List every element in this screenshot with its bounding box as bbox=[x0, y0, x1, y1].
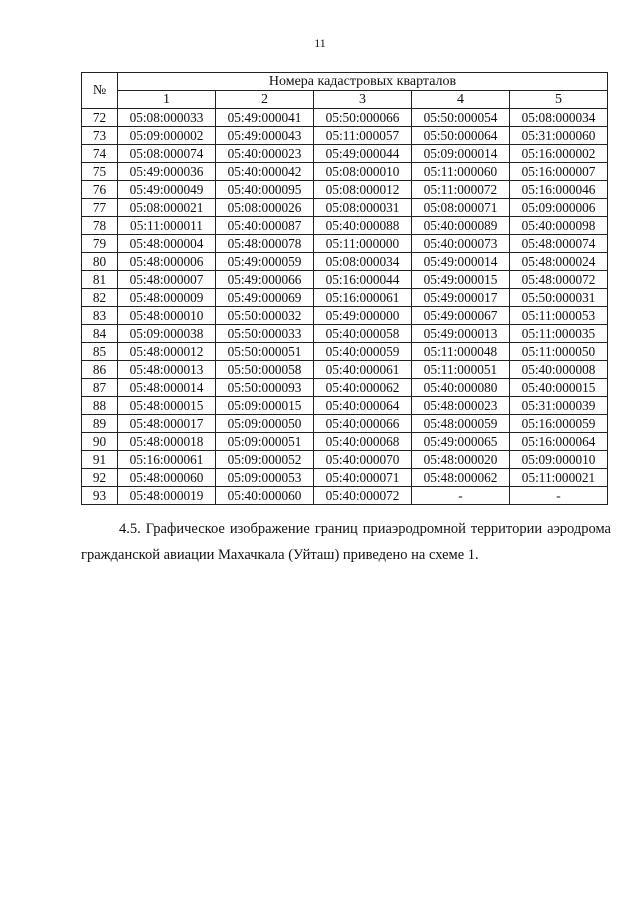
cadastral-number-cell: 05:40:000088 bbox=[314, 217, 412, 235]
cadastral-number-cell: 05:08:000026 bbox=[216, 199, 314, 217]
cadastral-number-cell: 05:11:000060 bbox=[412, 163, 510, 181]
cadastral-number-cell: 05:40:000023 bbox=[216, 145, 314, 163]
table-row bbox=[82, 379, 608, 397]
cadastral-number-cell: 05:16:000059 bbox=[510, 415, 608, 433]
cadastral-numbers-group-header: Номера кадастровых кварталов bbox=[118, 73, 608, 91]
cadastral-number-cell: 05:40:000042 bbox=[216, 163, 314, 181]
cadastral-number-cell: 05:09:000006 bbox=[510, 199, 608, 217]
cadastral-number-cell: 05:49:000044 bbox=[314, 145, 412, 163]
row-number-cell: 72 bbox=[82, 109, 118, 127]
cadastral-number-cell: 05:08:000071 bbox=[412, 199, 510, 217]
cadastral-number-cell: 05:48:000004 bbox=[118, 235, 216, 253]
row-number-cell: 88 bbox=[82, 397, 118, 415]
cadastral-number-cell: 05:40:000070 bbox=[314, 451, 412, 469]
cadastral-number-cell: 05:09:000014 bbox=[412, 145, 510, 163]
cadastral-number-cell: 05:40:000068 bbox=[314, 433, 412, 451]
table-row bbox=[82, 397, 608, 415]
row-number-cell: 75 bbox=[82, 163, 118, 181]
row-number-cell: 89 bbox=[82, 415, 118, 433]
cadastral-number-cell: 05:40:000072 bbox=[314, 487, 412, 505]
cadastral-number-cell: 05:40:000061 bbox=[314, 361, 412, 379]
cadastral-number-cell: 05:48:000010 bbox=[118, 307, 216, 325]
cadastral-number-cell: 05:16:000061 bbox=[314, 289, 412, 307]
cadastral-number-cell: 05:49:000043 bbox=[216, 127, 314, 145]
row-number-cell: 83 bbox=[82, 307, 118, 325]
cadastral-number-cell: 05:11:000072 bbox=[412, 181, 510, 199]
cadastral-number-cell: 05:16:000007 bbox=[510, 163, 608, 181]
row-number-cell: 86 bbox=[82, 361, 118, 379]
table-row bbox=[82, 415, 608, 433]
row-number-cell: 84 bbox=[82, 325, 118, 343]
cadastral-number-cell: 05:49:000067 bbox=[412, 307, 510, 325]
cadastral-number-cell: 05:48:000007 bbox=[118, 271, 216, 289]
table-row bbox=[82, 343, 608, 361]
row-number-cell: 91 bbox=[82, 451, 118, 469]
cadastral-number-cell: 05:49:000069 bbox=[216, 289, 314, 307]
cadastral-number-cell: 05:50:000054 bbox=[412, 109, 510, 127]
cadastral-number-cell: 05:08:000021 bbox=[118, 199, 216, 217]
cadastral-number-cell: 05:48:000019 bbox=[118, 487, 216, 505]
table-row bbox=[82, 289, 608, 307]
cadastral-number-cell: 05:48:000006 bbox=[118, 253, 216, 271]
table-row bbox=[82, 253, 608, 271]
table-body bbox=[82, 109, 608, 505]
row-number-cell: 77 bbox=[82, 199, 118, 217]
table-row bbox=[82, 487, 608, 505]
table-row bbox=[82, 361, 608, 379]
cadastral-number-cell: 05:48:000024 bbox=[510, 253, 608, 271]
cadastral-number-cell: 05:11:000011 bbox=[118, 217, 216, 235]
cadastral-number-cell: 05:31:000060 bbox=[510, 127, 608, 145]
cadastral-number-cell: 05:40:000058 bbox=[314, 325, 412, 343]
cadastral-number-cell: 05:48:000023 bbox=[412, 397, 510, 415]
cadastral-number-cell: 05:40:000060 bbox=[216, 487, 314, 505]
row-number-cell: 92 bbox=[82, 469, 118, 487]
cadastral-number-cell: 05:49:000065 bbox=[412, 433, 510, 451]
row-number-cell: 80 bbox=[82, 253, 118, 271]
cadastral-number-cell: 05:11:000000 bbox=[314, 235, 412, 253]
cadastral-number-cell: 05:40:000073 bbox=[412, 235, 510, 253]
column-header: 1 bbox=[118, 91, 216, 109]
column-number-header-row bbox=[82, 91, 608, 109]
table-row bbox=[82, 469, 608, 487]
cadastral-number-cell: - bbox=[510, 487, 608, 505]
cadastral-number-cell: 05:08:000074 bbox=[118, 145, 216, 163]
number-column-header: № bbox=[82, 73, 118, 109]
cadastral-number-cell: 05:50:000033 bbox=[216, 325, 314, 343]
row-number-cell: 74 bbox=[82, 145, 118, 163]
column-header: 2 bbox=[216, 91, 314, 109]
cadastral-number-cell: 05:48:000013 bbox=[118, 361, 216, 379]
row-number-cell: 82 bbox=[82, 289, 118, 307]
row-number-cell: 76 bbox=[82, 181, 118, 199]
cadastral-number-cell: 05:40:000015 bbox=[510, 379, 608, 397]
cadastral-number-cell: 05:49:000059 bbox=[216, 253, 314, 271]
column-header: 4 bbox=[412, 91, 510, 109]
cadastral-number-cell: 05:50:000051 bbox=[216, 343, 314, 361]
row-number-cell: 90 bbox=[82, 433, 118, 451]
cadastral-number-cell: 05:11:000021 bbox=[510, 469, 608, 487]
cadastral-number-cell: 05:48:000017 bbox=[118, 415, 216, 433]
cadastral-number-cell: 05:09:000052 bbox=[216, 451, 314, 469]
table-row bbox=[82, 217, 608, 235]
page-number: 11 bbox=[314, 36, 326, 50]
cadastral-number-cell: 05:40:000062 bbox=[314, 379, 412, 397]
cadastral-number-cell: 05:40:000089 bbox=[412, 217, 510, 235]
cadastral-number-cell: 05:09:000051 bbox=[216, 433, 314, 451]
cadastral-number-cell: 05:48:000020 bbox=[412, 451, 510, 469]
row-number-cell: 93 bbox=[82, 487, 118, 505]
table-row bbox=[82, 127, 608, 145]
row-number-cell: 81 bbox=[82, 271, 118, 289]
cadastral-number-cell: 05:40:000071 bbox=[314, 469, 412, 487]
cadastral-number-cell: 05:40:000087 bbox=[216, 217, 314, 235]
cadastral-number-cell: 05:49:000066 bbox=[216, 271, 314, 289]
body-paragraph bbox=[81, 516, 611, 568]
row-number-cell: 79 bbox=[82, 235, 118, 253]
table-row bbox=[82, 199, 608, 217]
cadastral-number-cell: 05:48:000074 bbox=[510, 235, 608, 253]
cadastral-number-cell: 05:48:000059 bbox=[412, 415, 510, 433]
cadastral-number-cell: 05:11:000048 bbox=[412, 343, 510, 361]
cadastral-number-cell: 05:08:000033 bbox=[118, 109, 216, 127]
cadastral-number-cell: 05:48:000078 bbox=[216, 235, 314, 253]
table-row bbox=[82, 163, 608, 181]
cadastral-number-cell: 05:09:000050 bbox=[216, 415, 314, 433]
cadastral-number-cell: 05:08:000012 bbox=[314, 181, 412, 199]
table-row bbox=[82, 433, 608, 451]
cadastral-number-cell: 05:40:000059 bbox=[314, 343, 412, 361]
cadastral-number-cell: 05:50:000032 bbox=[216, 307, 314, 325]
table-row bbox=[82, 325, 608, 343]
cadastral-number-cell: 05:48:000012 bbox=[118, 343, 216, 361]
table-row bbox=[82, 181, 608, 199]
cadastral-number-cell: 05:16:000061 bbox=[118, 451, 216, 469]
cadastral-number-cell: 05:11:000057 bbox=[314, 127, 412, 145]
cadastral-number-cell: 05:48:000014 bbox=[118, 379, 216, 397]
row-number-cell: 73 bbox=[82, 127, 118, 145]
cadastral-number-cell: 05:49:000036 bbox=[118, 163, 216, 181]
cadastral-number-cell: 05:40:000095 bbox=[216, 181, 314, 199]
row-number-cell: 78 bbox=[82, 217, 118, 235]
cadastral-number-cell: 05:31:000039 bbox=[510, 397, 608, 415]
cadastral-number-cell: 05:08:000034 bbox=[314, 253, 412, 271]
cadastral-number-cell: 05:40:000098 bbox=[510, 217, 608, 235]
cadastral-number-cell: 05:40:000008 bbox=[510, 361, 608, 379]
cadastral-number-cell: 05:48:000060 bbox=[118, 469, 216, 487]
cadastral-number-cell: 05:48:000009 bbox=[118, 289, 216, 307]
table-row bbox=[82, 109, 608, 127]
cadastral-number-cell: 05:08:000010 bbox=[314, 163, 412, 181]
cadastral-number-cell: 05:09:000038 bbox=[118, 325, 216, 343]
column-header: 5 bbox=[510, 91, 608, 109]
cadastral-number-cell: 05:09:000010 bbox=[510, 451, 608, 469]
cadastral-number-cell: 05:50:000066 bbox=[314, 109, 412, 127]
cadastral-number-cell: - bbox=[412, 487, 510, 505]
cadastral-number-cell: 05:16:000044 bbox=[314, 271, 412, 289]
cadastral-number-cell: 05:09:000015 bbox=[216, 397, 314, 415]
cadastral-number-cell: 05:50:000031 bbox=[510, 289, 608, 307]
cadastral-number-cell: 05:48:000072 bbox=[510, 271, 608, 289]
cadastral-number-cell: 05:49:000013 bbox=[412, 325, 510, 343]
cadastral-number-cell: 05:09:000002 bbox=[118, 127, 216, 145]
cadastral-number-cell: 05:40:000066 bbox=[314, 415, 412, 433]
cadastral-number-cell: 05:48:000018 bbox=[118, 433, 216, 451]
row-number-cell: 87 bbox=[82, 379, 118, 397]
cadastral-number-cell: 05:11:000051 bbox=[412, 361, 510, 379]
cadastral-number-cell: 05:48:000015 bbox=[118, 397, 216, 415]
cadastral-number-cell: 05:49:000017 bbox=[412, 289, 510, 307]
table-row bbox=[82, 307, 608, 325]
cadastral-number-cell: 05:11:000035 bbox=[510, 325, 608, 343]
cadastral-number-cell: 05:08:000034 bbox=[510, 109, 608, 127]
cadastral-number-cell: 05:09:000053 bbox=[216, 469, 314, 487]
cadastral-number-cell: 05:49:000041 bbox=[216, 109, 314, 127]
row-number-cell: 85 bbox=[82, 343, 118, 361]
cadastral-number-cell: 05:49:000014 bbox=[412, 253, 510, 271]
cadastral-number-cell: 05:50:000058 bbox=[216, 361, 314, 379]
table-row bbox=[82, 451, 608, 469]
paragraph-text: 4.5. Графическое изображение границ приаэродромной территории аэродрома гражданской авиации Махачкала (Уйташ) приведено на схеме 1. bbox=[81, 520, 611, 563]
cadastral-number-cell: 05:49:000000 bbox=[314, 307, 412, 325]
cadastral-number-cell: 05:49:000015 bbox=[412, 271, 510, 289]
cadastral-number-cell: 05:40:000080 bbox=[412, 379, 510, 397]
cadastral-quarters-table bbox=[81, 72, 608, 505]
cadastral-number-cell: 05:16:000064 bbox=[510, 433, 608, 451]
table-row bbox=[82, 235, 608, 253]
cadastral-number-cell: 05:16:000002 bbox=[510, 145, 608, 163]
cadastral-number-cell: 05:11:000050 bbox=[510, 343, 608, 361]
cadastral-number-cell: 05:16:000046 bbox=[510, 181, 608, 199]
cadastral-number-cell: 05:40:000064 bbox=[314, 397, 412, 415]
cadastral-number-cell: 05:50:000093 bbox=[216, 379, 314, 397]
table-row bbox=[82, 145, 608, 163]
cadastral-number-cell: 05:48:000062 bbox=[412, 469, 510, 487]
table-row bbox=[82, 271, 608, 289]
column-header: 3 bbox=[314, 91, 412, 109]
cadastral-number-cell: 05:08:000031 bbox=[314, 199, 412, 217]
cadastral-number-cell: 05:50:000064 bbox=[412, 127, 510, 145]
cadastral-number-cell: 05:11:000053 bbox=[510, 307, 608, 325]
cadastral-number-cell: 05:49:000049 bbox=[118, 181, 216, 199]
